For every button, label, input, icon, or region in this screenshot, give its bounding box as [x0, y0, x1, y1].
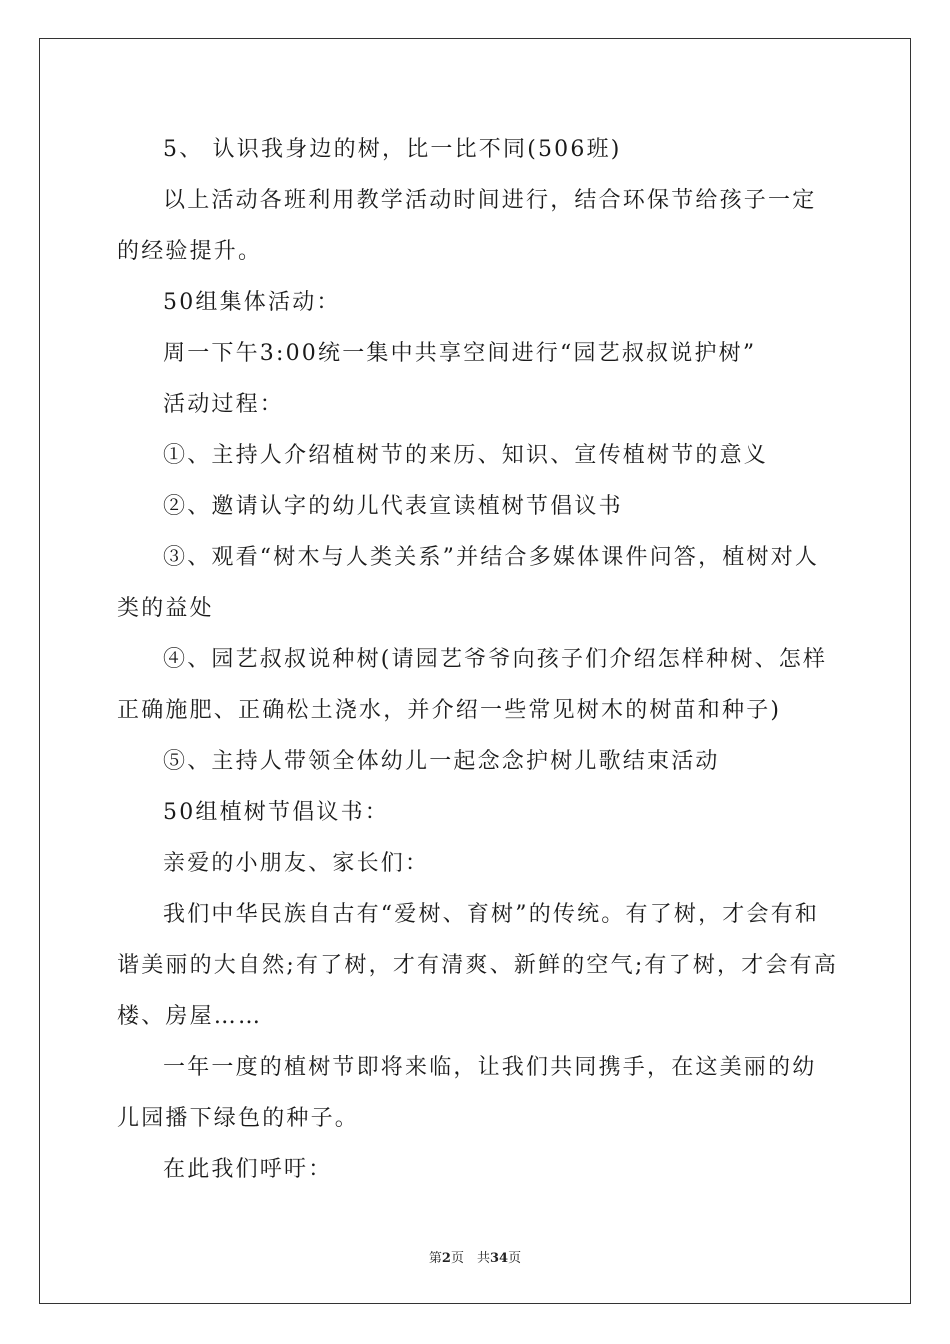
paragraph: 一年一度的植树节即将来临，让我们共同携手，在这美丽的幼儿园播下绿色的种子。 [117, 1055, 817, 1131]
paragraph: 我们中华民族自古有“爱树、育树”的传统。有了树，才会有和谐美丽的大自然;有了树，才有清爽、新鲜的空气;有了树，才会有高楼、房屋…… [117, 902, 839, 1029]
paragraph: 亲爱的小朋友、家长们： [163, 851, 430, 876]
paragraph: ④、园艺叔叔说种树(请园艺爷爷向孩子们介绍怎样种树、怎样正确施肥、正确松土浇水，并介绍一些常见树木的树苗和种子) [117, 647, 828, 723]
footer-middle: 页 共 [450, 1251, 490, 1266]
paragraph: ①、主持人介绍植树节的来历、知识、宣传植树节的意义 [163, 443, 769, 468]
total-pages-number: 34 [489, 1251, 509, 1266]
paragraph: 50组植树节倡议书： [163, 800, 389, 825]
paragraph: 活动过程： [163, 392, 285, 417]
footer-prefix: 第 [428, 1251, 442, 1266]
current-page-number: 2 [441, 1251, 451, 1266]
paragraph: 以上活动各班利用教学活动时间进行，结合环保节给孩子一定的经验提升。 [117, 188, 817, 264]
paragraph: 在此我们呼吁： [163, 1157, 333, 1182]
paragraph: ②、邀请认字的幼儿代表宣读植树节倡议书 [163, 494, 623, 519]
paragraph: 5、 认识我身边的树，比一比不同(506班) [163, 137, 622, 162]
footer-suffix: 页 [508, 1251, 522, 1266]
paragraph: ③、观看“树木与人类关系”并结合多媒体课件问答，植树对人类的益处 [117, 545, 820, 621]
page-footer [0, 1247, 950, 1266]
paragraph: 50组集体活动： [163, 290, 341, 315]
paragraph: 周一下午3:00统一集中共享空间进行“园艺叔叔说护树” [163, 341, 757, 366]
paragraph: ⑤、主持人带领全体幼儿一起念念护树儿歌结束活动 [163, 749, 720, 774]
document-body [117, 124, 839, 1195]
